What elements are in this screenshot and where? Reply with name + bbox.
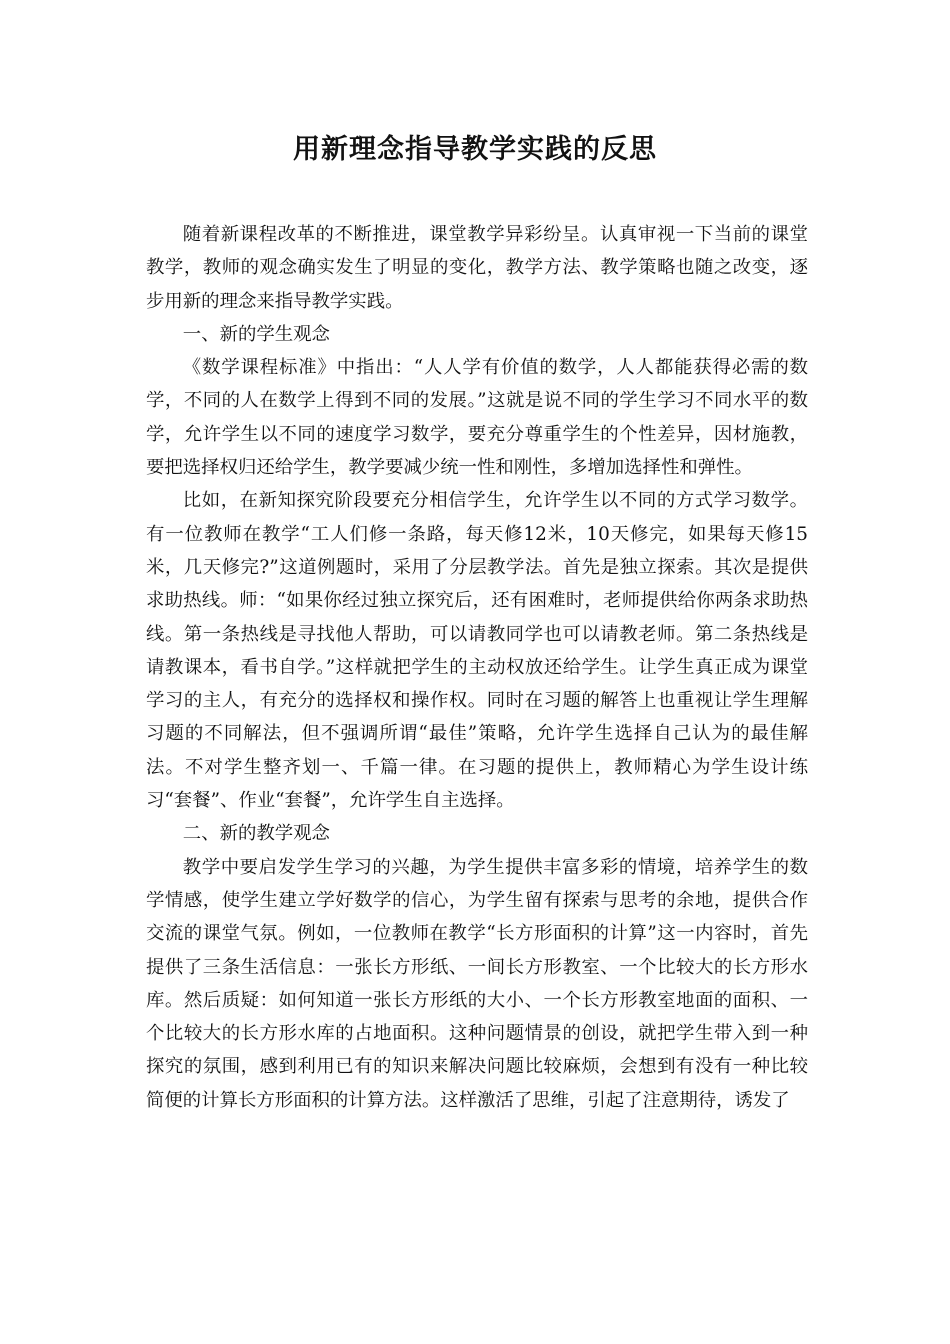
document-title: 用新理念指导教学实践的反思 [293,134,657,165]
document-body [146,218,808,1117]
paragraph-example-road: 比如，在新知探究阶段要充分相信学生，允许学生以不同的方式学习数学。有一位教师在教学“工人们修一条路，每天修12米，10天修完，如果每天修15米，几天修完?”这道例题时，采用了分层教学法。首先是独立探索。其次是提供求助热线。师：“如果你经过独立探究后，还有困难时，老师提供给你两条求助热线。第一条热线是寻找他人帮助，可以请教同学也可以请教老师。第二条热线是请教课本，看书自学。”这样就把学生的主动权放还给学生。让学生真正成为课堂学习的主人，有充分的选择权和操作权。同时在习题的解答上也重视让学生理解习题的不同解法，但不强调所谓“最佳”策略，允许学生选择自己认为的最佳解法。不对学生整齐划一、千篇一律。在习题的提供上，教师精心为学生设计练习“套餐”、作业“套餐”，允许学生自主选择。 [146,490,808,812]
paragraph-intro: 随着新课程改革的不断推进，课堂教学异彩纷呈。认真审视一下当前的课堂教学，教师的观念确实发生了明显的变化，教学方法、教学策略也随之改变，逐步用新的理念来指导教学实践。 [146,224,808,312]
paragraph-curriculum-standard: 《数学课程标准》中指出：“人人学有价值的数学，人人都能获得必需的数学，不同的人在数学上得到不同的发展。”这就是说不同的学生学习不同水平的数学，允许学生以不同的速度学习数学，要充分尊重学生的个性差异，因材施教，要把选择权归还给学生，教学要减少统一性和刚性，多增加选择性和弹性。 [146,357,808,479]
section-heading-teaching-concept: 二、新的教学观念 [182,823,330,845]
paragraph-example-area: 教学中要启发学生学习的兴趣，为学生提供丰富多彩的情境，培养学生的数学情感，使学生建立学好数学的信心，为学生留有探索与思考的余地，提供合作交流的课堂气氛。例如，一位教师在教学“长方形面积的计算”这一内容时，首先提供了三条生活信息：一张长方形纸、一间长方形教室、一个比较大的长方形水库。然后质疑：如何知道一张长方形纸的大小、一个长方形教室地面的面积、一个比较大的长方形水库的占地面积。这种问题情景的创设，就把学生带入到一种探究的氛围，感到利用已有的知识来解决问题比较麻烦，会想到有没有一种比较简便的计算长方形面积的计算方法。这样激活了思维，引起了注意期待，诱发了 [146,856,808,1111]
section-heading-student-concept: 一、新的学生观念 [182,323,330,345]
